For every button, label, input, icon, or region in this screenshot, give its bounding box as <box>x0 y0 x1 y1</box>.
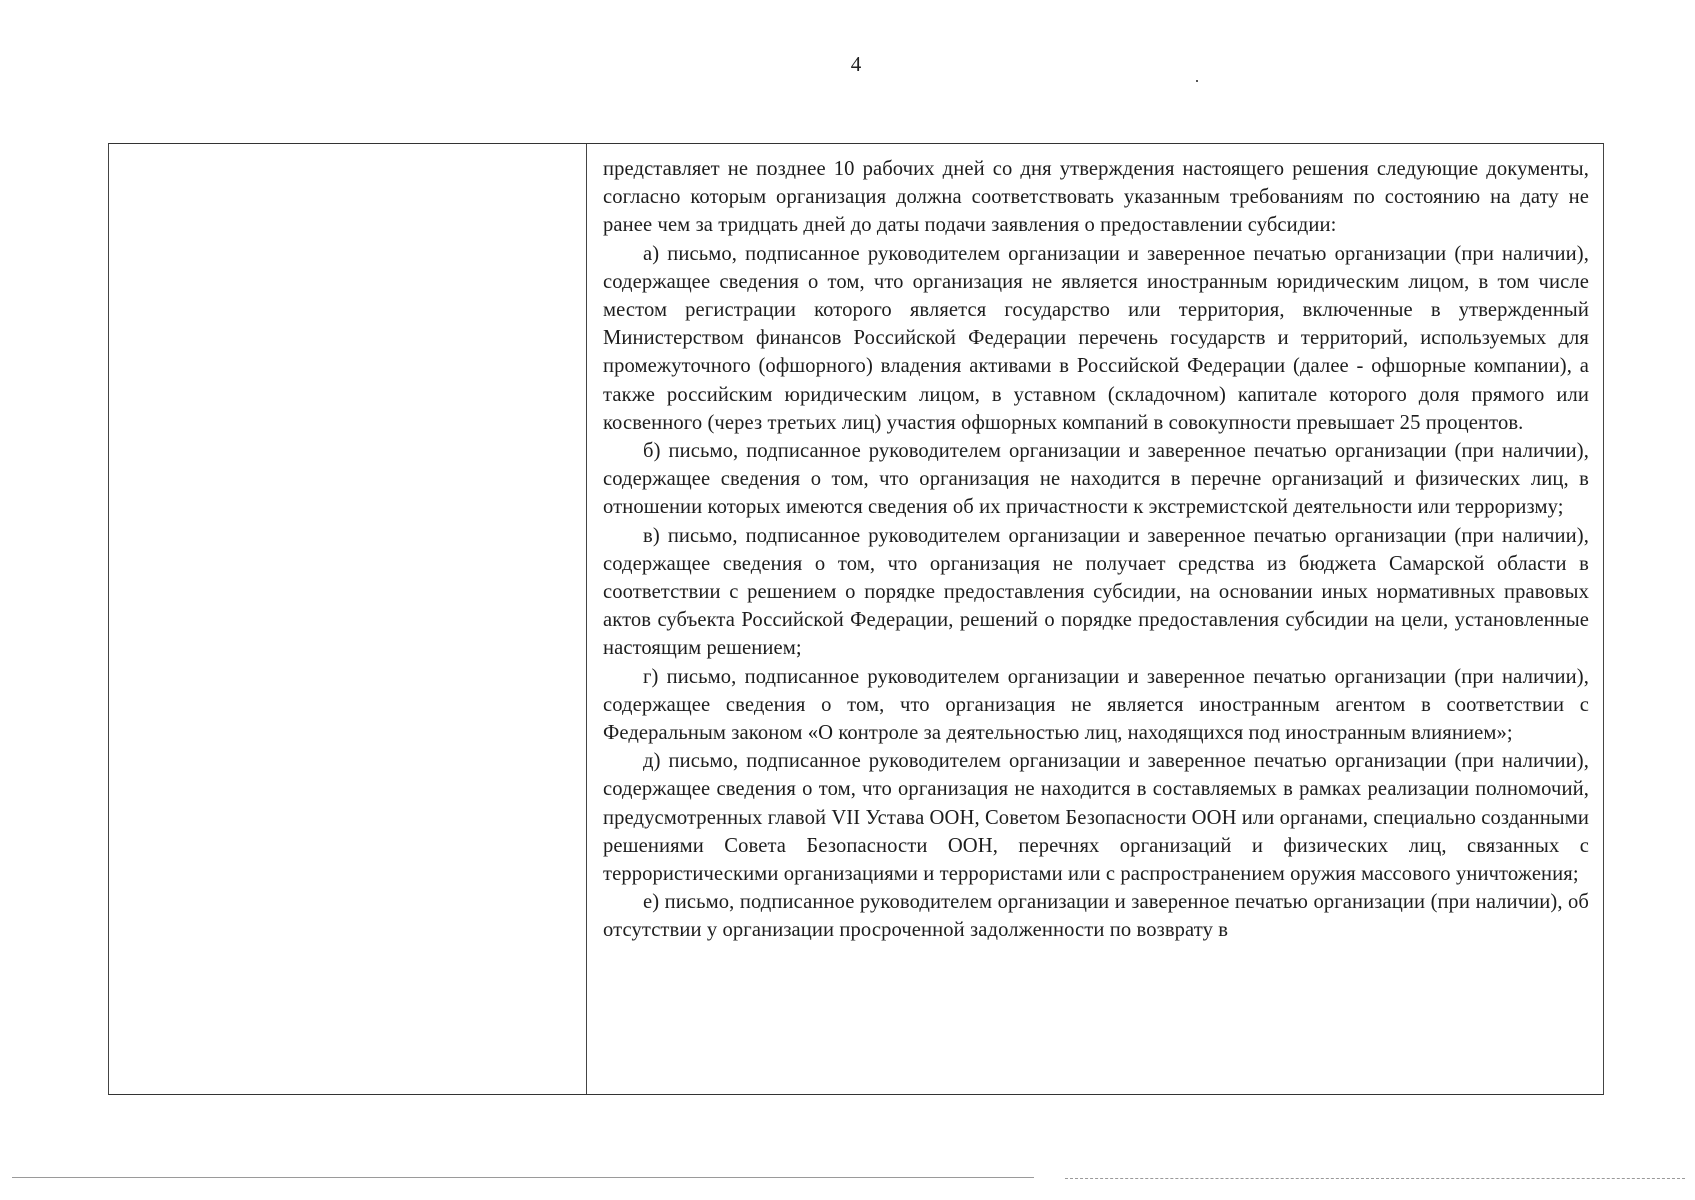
left-column-cell <box>109 144 587 1094</box>
item-b-paragraph: б) письмо, подписанное руководителем организации и заверенное печатью организации (при наличии), содержащее сведения о том, что организация не находится в перечне организаций и физических лиц, в отношении которых имеются сведения об их причастности к экстремистской деятельности или терроризму; <box>603 440 1589 519</box>
right-column-cell <box>587 144 1603 1094</box>
page-number: 4 <box>850 52 862 76</box>
item-e-paragraph: е) письмо, подписанное руководителем организации и заверенное печатью организации (при наличии), об отсутствии у организации просроченной задолженности по возврату в <box>603 891 1589 942</box>
item-a-paragraph: а) письмо, подписанное руководителем организации и заверенное печатью организации (при наличии), содержащее сведения о том, что организация не является иностранным юридическим лицом, в том числе местом регистрации которого является государство или территория, включенные в утвержденный Министерством финансов Российской Федерации перечень государств и территорий, используемых для промежуточного (офшорного) владения активами в Российской Федерации (далее - офшорные компании), а также российским юридическим лицом, в уставном (складочном) капитале которого доля прямого или косвенного (через третьих лиц) участия офшорных компаний в совокупности превышает 25 процентов. <box>603 242 1589 434</box>
scan-speck <box>1196 80 1198 82</box>
scan-bottom-rule-dashed <box>1065 1178 1685 1179</box>
document-table <box>108 143 1604 1095</box>
item-g-paragraph: г) письмо, подписанное руководителем организации и заверенное печатью организации (при наличии), содержащее сведения о том, что организация не является иностранным агентом в соответствии с Федеральным законом «О контроле за деятельностью лиц, находящихся под иностранным влиянием»; <box>603 665 1589 745</box>
scan-bottom-rule <box>12 1177 1034 1178</box>
item-v-paragraph: в) письмо, подписанное руководителем организации и заверенное печатью организации (при наличии), содержащее сведения о том, что организация не получает средства из бюджета Самарской области в соответствии с решением о порядке предоставления субсидии, на основании иных нормативных правовых актов субъекта Российской Федерации, решений о порядке предоставления субсидии на цели, установленные настоящим решением; <box>603 524 1589 660</box>
intro-paragraph: представляет не позднее 10 рабочих дней со дня утверждения настоящего решения следующие документы, согласно которым организация должна соответствовать указанным требованиям по состоянию на дату не ранее чем за тридцать дней до даты подачи заявления о предоставлении субсидии: <box>603 158 1589 237</box>
item-d-paragraph: д) письмо, подписанное руководителем организации и заверенное печатью организации (при наличии), содержащее сведения о том, что организация не находится в составляемых в рамках реализации полномочий, предусмотренных главой VII Устава ООН, Советом Безопасности ООН или органами, специально созданными решениями Совета Безопасности ООН, перечнях организаций и физических лиц, связанных с террористическими организациями и террористами или с распространением оружия массового уничтожения; <box>603 750 1589 886</box>
